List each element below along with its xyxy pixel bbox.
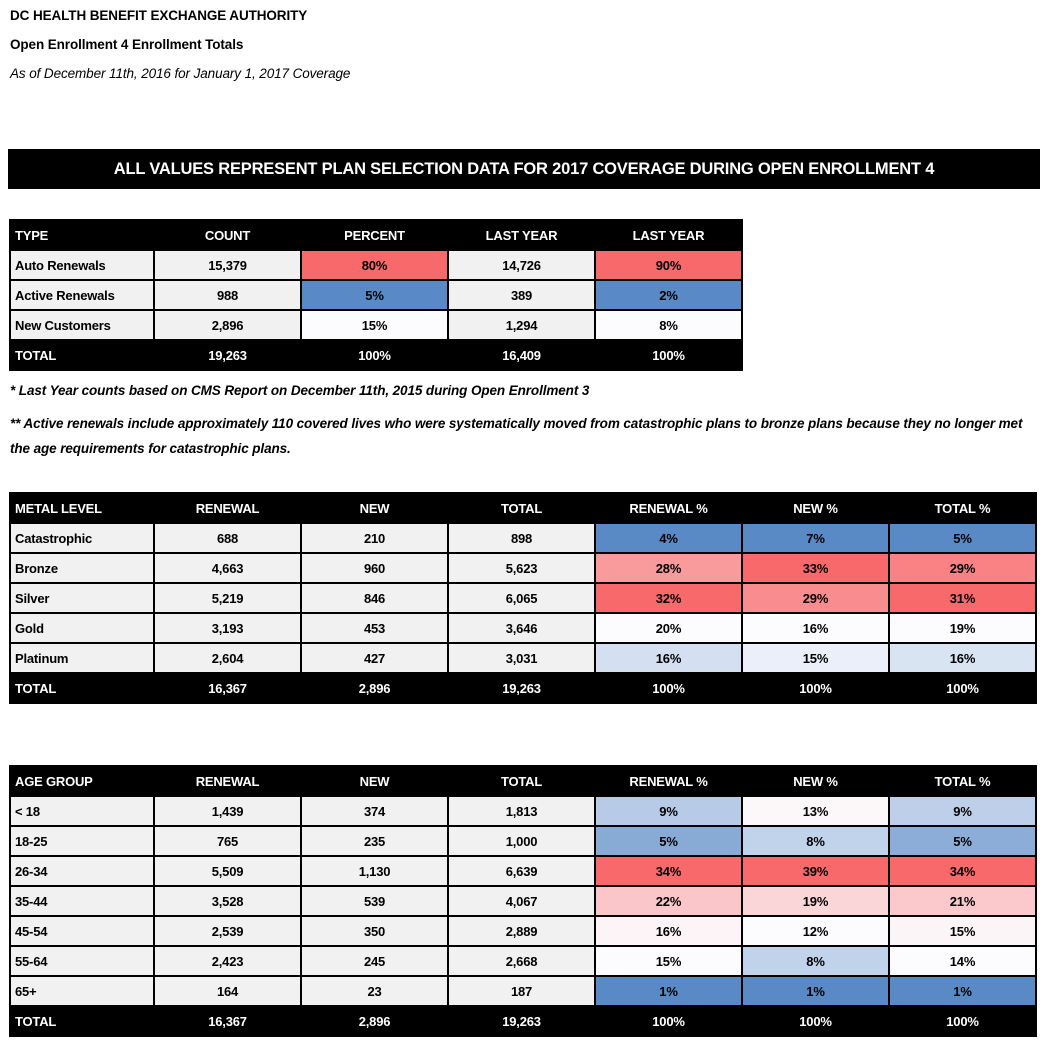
data-cell: 15%	[889, 916, 1036, 946]
row-label: 65+	[10, 976, 154, 1006]
data-cell: 3,528	[154, 886, 301, 916]
data-cell: 6,065	[448, 583, 595, 613]
footnote-active-renewals: ** Active renewals include approximately 110 covered lives who were systematically moved from catastrophic plans to bronze plans because they no longer met the age requirements for catastrophic plans.	[10, 416, 1023, 456]
data-cell: 164	[154, 976, 301, 1006]
metal-level-table	[9, 492, 1037, 704]
data-cell: 6,639	[448, 856, 595, 886]
data-cell: 100%	[742, 673, 889, 703]
data-cell: 960	[301, 553, 448, 583]
data-cell: 3,193	[154, 613, 301, 643]
data-cell: 29%	[889, 553, 1036, 583]
column-header: TOTAL	[448, 493, 595, 523]
data-cell: 210	[301, 523, 448, 553]
data-cell: 2,896	[301, 1006, 448, 1036]
data-cell: 4,067	[448, 886, 595, 916]
data-cell: 427	[301, 643, 448, 673]
data-cell: 33%	[742, 553, 889, 583]
table-row	[10, 976, 1036, 1006]
row-label: 55-64	[10, 946, 154, 976]
data-cell: 9%	[889, 796, 1036, 826]
data-cell: 350	[301, 916, 448, 946]
table-row	[10, 946, 1036, 976]
data-cell: 32%	[595, 583, 742, 613]
table-row	[10, 796, 1036, 826]
data-cell: 187	[448, 976, 595, 1006]
row-label: 35-44	[10, 886, 154, 916]
data-cell: 16,409	[448, 340, 595, 370]
data-cell: 2,423	[154, 946, 301, 976]
column-header: TYPE	[10, 220, 154, 250]
data-cell: 29%	[742, 583, 889, 613]
header-row	[10, 220, 742, 250]
data-cell: 2%	[595, 280, 742, 310]
data-cell: 898	[448, 523, 595, 553]
data-cell: 100%	[595, 673, 742, 703]
data-cell: 5,623	[448, 553, 595, 583]
data-cell: 1,813	[448, 796, 595, 826]
total-row	[10, 1006, 1036, 1036]
row-label: Active Renewals	[10, 280, 154, 310]
data-cell: 846	[301, 583, 448, 613]
data-cell: 39%	[742, 856, 889, 886]
data-cell: 5%	[889, 523, 1036, 553]
total-row	[10, 673, 1036, 703]
table-row	[10, 826, 1036, 856]
data-cell: 16%	[595, 643, 742, 673]
row-label: TOTAL	[10, 673, 154, 703]
data-cell: 1,294	[448, 310, 595, 340]
row-label: Gold	[10, 613, 154, 643]
column-header: AGE GROUP	[10, 766, 154, 796]
header-row	[10, 493, 1036, 523]
column-header: COUNT	[154, 220, 301, 250]
column-header: RENEWAL %	[595, 493, 742, 523]
data-cell: 765	[154, 826, 301, 856]
data-cell: 9%	[595, 796, 742, 826]
row-label: < 18	[10, 796, 154, 826]
data-cell: 2,539	[154, 916, 301, 946]
row-label: 26-34	[10, 856, 154, 886]
column-header: RENEWAL	[154, 766, 301, 796]
column-header: LAST YEAR	[595, 220, 742, 250]
data-cell: 16,367	[154, 1006, 301, 1036]
data-cell: 19%	[889, 613, 1036, 643]
data-cell: 1,439	[154, 796, 301, 826]
data-cell: 7%	[742, 523, 889, 553]
report-subtitle: As of December 11th, 2016 for January 1, 2017 Coverage	[10, 66, 351, 81]
data-cell: 28%	[595, 553, 742, 583]
table-row	[10, 250, 742, 280]
column-header: RENEWAL	[154, 493, 301, 523]
data-cell: 15%	[301, 310, 448, 340]
data-cell: 19,263	[448, 1006, 595, 1036]
data-cell: 100%	[301, 340, 448, 370]
data-cell: 2,604	[154, 643, 301, 673]
row-label: 18-25	[10, 826, 154, 856]
column-header: NEW %	[742, 766, 889, 796]
data-cell: 34%	[889, 856, 1036, 886]
data-cell: 14%	[889, 946, 1036, 976]
data-cell: 16%	[595, 916, 742, 946]
data-cell: 5,219	[154, 583, 301, 613]
data-cell: 100%	[742, 1006, 889, 1036]
column-header: PERCENT	[301, 220, 448, 250]
type-table	[9, 219, 743, 371]
data-cell: 22%	[595, 886, 742, 916]
banner-plan-selection-note: ALL VALUES REPRESENT PLAN SELECTION DATA FOR 2017 COVERAGE DURING OPEN ENROLLMENT 4	[8, 149, 1040, 189]
row-label: 45-54	[10, 916, 154, 946]
table-row	[10, 916, 1036, 946]
org-name: DC HEALTH BENEFIT EXCHANGE AUTHORITY	[10, 8, 308, 23]
data-cell: 100%	[889, 1006, 1036, 1036]
data-cell: 1,000	[448, 826, 595, 856]
row-label: Catastrophic	[10, 523, 154, 553]
data-cell: 5%	[595, 826, 742, 856]
data-cell: 8%	[742, 826, 889, 856]
data-cell: 1%	[742, 976, 889, 1006]
data-cell: 389	[448, 280, 595, 310]
table-row	[10, 613, 1036, 643]
data-cell: 19,263	[154, 340, 301, 370]
row-label: Silver	[10, 583, 154, 613]
age-group-table	[9, 765, 1037, 1037]
column-header: TOTAL %	[889, 493, 1036, 523]
data-cell: 13%	[742, 796, 889, 826]
data-cell: 16%	[742, 613, 889, 643]
data-cell: 2,668	[448, 946, 595, 976]
data-cell: 16,367	[154, 673, 301, 703]
row-label: TOTAL	[10, 340, 154, 370]
row-label: Platinum	[10, 643, 154, 673]
header-row	[10, 766, 1036, 796]
data-cell: 1%	[889, 976, 1036, 1006]
data-cell: 100%	[595, 1006, 742, 1036]
column-header: TOTAL	[448, 766, 595, 796]
data-cell: 4%	[595, 523, 742, 553]
table-row	[10, 280, 742, 310]
column-header: TOTAL %	[889, 766, 1036, 796]
row-label: Auto Renewals	[10, 250, 154, 280]
data-cell: 3,646	[448, 613, 595, 643]
data-cell: 3,031	[448, 643, 595, 673]
data-cell: 5%	[889, 826, 1036, 856]
data-cell: 5,509	[154, 856, 301, 886]
table-row	[10, 583, 1036, 613]
column-header: LAST YEAR	[448, 220, 595, 250]
data-cell: 15%	[742, 643, 889, 673]
data-cell: 21%	[889, 886, 1036, 916]
data-cell: 5%	[301, 280, 448, 310]
data-cell: 16%	[889, 643, 1036, 673]
table-row	[10, 886, 1036, 916]
data-cell: 80%	[301, 250, 448, 280]
data-cell: 34%	[595, 856, 742, 886]
column-header: NEW %	[742, 493, 889, 523]
data-cell: 245	[301, 946, 448, 976]
data-cell: 1,130	[301, 856, 448, 886]
table-row	[10, 856, 1036, 886]
data-cell: 14,726	[448, 250, 595, 280]
report-title: Open Enrollment 4 Enrollment Totals	[10, 37, 244, 52]
footnote-last-year: * Last Year counts based on CMS Report on December 11th, 2015 during Open Enrollment 3	[10, 383, 590, 398]
data-cell: 8%	[742, 946, 889, 976]
data-cell: 8%	[595, 310, 742, 340]
column-header: METAL LEVEL	[10, 493, 154, 523]
column-header: NEW	[301, 493, 448, 523]
data-cell: 539	[301, 886, 448, 916]
data-cell: 19%	[742, 886, 889, 916]
data-cell: 15,379	[154, 250, 301, 280]
data-cell: 1%	[595, 976, 742, 1006]
table-row	[10, 553, 1036, 583]
column-header: NEW	[301, 766, 448, 796]
data-cell: 4,663	[154, 553, 301, 583]
row-label: New Customers	[10, 310, 154, 340]
data-cell: 12%	[742, 916, 889, 946]
table-row	[10, 310, 742, 340]
data-cell: 374	[301, 796, 448, 826]
data-cell: 2,896	[154, 310, 301, 340]
row-label: TOTAL	[10, 1006, 154, 1036]
data-cell: 2,889	[448, 916, 595, 946]
row-label: Bronze	[10, 553, 154, 583]
data-cell: 31%	[889, 583, 1036, 613]
data-cell: 988	[154, 280, 301, 310]
data-cell: 20%	[595, 613, 742, 643]
total-row	[10, 340, 742, 370]
column-header: RENEWAL %	[595, 766, 742, 796]
data-cell: 15%	[595, 946, 742, 976]
data-cell: 90%	[595, 250, 742, 280]
data-cell: 100%	[889, 673, 1036, 703]
data-cell: 688	[154, 523, 301, 553]
data-cell: 19,263	[448, 673, 595, 703]
data-cell: 100%	[595, 340, 742, 370]
table-row	[10, 643, 1036, 673]
table-row	[10, 523, 1036, 553]
data-cell: 235	[301, 826, 448, 856]
data-cell: 2,896	[301, 673, 448, 703]
data-cell: 23	[301, 976, 448, 1006]
data-cell: 453	[301, 613, 448, 643]
